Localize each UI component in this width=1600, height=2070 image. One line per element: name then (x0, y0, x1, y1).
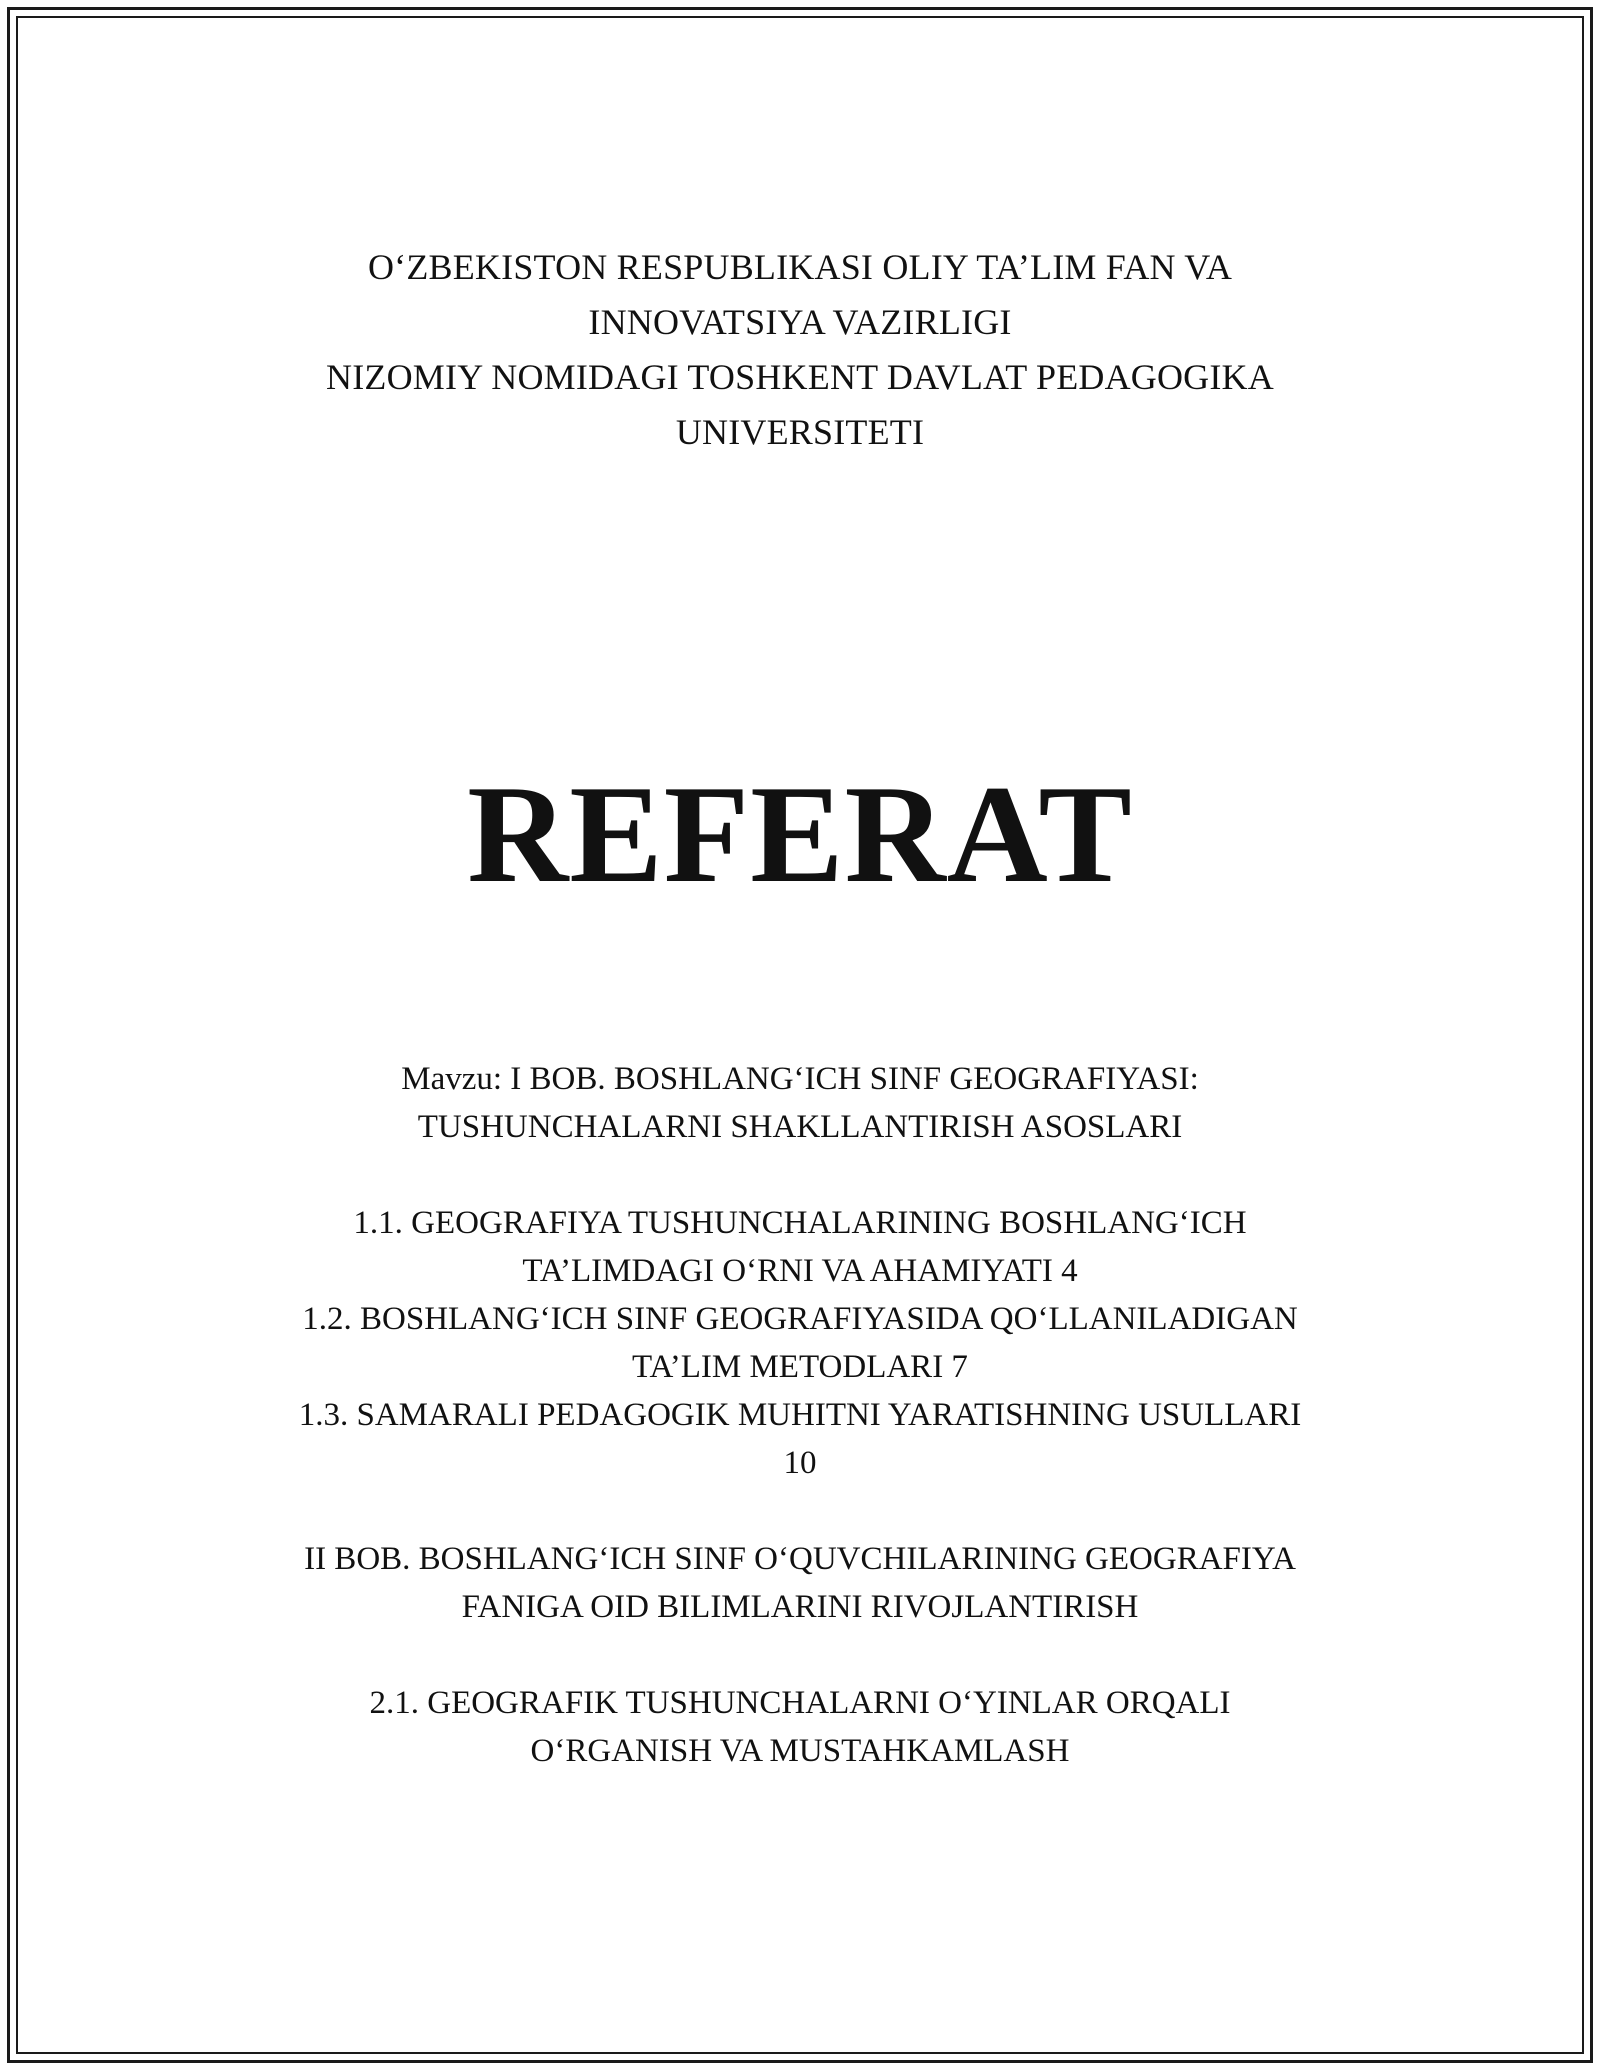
section-line: 1.2. BOSHLANG‘ICH SINF GEOGRAFIYASIDA QO‘LLANILADIGAN (302, 1301, 1298, 1337)
spacer (0, 1487, 1600, 1535)
topic-block (0, 1055, 1600, 1151)
section-line: O‘RGANISH VA MUSTAHKAMLASH (530, 1733, 1070, 1769)
topic-line: Mavzu: I BOB. BOSHLANG‘ICH SINF GEOGRAFIYASI: (401, 1061, 1199, 1097)
chapter-1-sections (0, 1199, 1600, 1487)
header-line: UNIVERSITETI (675, 412, 925, 452)
section-line: 2.1. GEOGRAFIK TUSHUNCHALARNI O‘YINLAR ORQALI (369, 1685, 1231, 1721)
spacer (0, 1151, 1600, 1199)
section-line: 10 (783, 1445, 817, 1481)
chapter-2-heading (0, 1535, 1600, 1631)
chapter-line: II BOB. BOSHLANG‘ICH SINF O‘QUVCHILARINING GEOGRAFIYA (304, 1541, 1296, 1577)
section-line: TA’LIMDAGI O‘RNI VA AHAMIYATI 4 (522, 1253, 1078, 1289)
topic-line: TUSHUNCHALARNI SHAKLLANTIRISH ASOSLARI (417, 1109, 1183, 1145)
document-title: REFERAT (467, 757, 1133, 912)
header-line: INNOVATSIYA VAZIRLIGI (588, 302, 1012, 342)
section-line: 1.1. GEOGRAFIYA TUSHUNCHALARINING BOSHLANG‘ICH (353, 1205, 1247, 1241)
spacer (0, 1631, 1600, 1679)
section-line: 1.3. SAMARALI PEDAGOGIK MUHITNI YARATISHNING USULLARI (298, 1397, 1302, 1433)
header-line: NIZOMIY NOMIDAGI TOSHKENT DAVLAT PEDAGOGIKA (326, 357, 1274, 397)
chapter-line: FANIGA OID BILIMLARINI RIVOJLANTIRISH (461, 1589, 1139, 1625)
chapter-2-sections (0, 1679, 1600, 1775)
institution-header (0, 240, 1600, 460)
section-line: TA’LIM METODLARI 7 (632, 1349, 968, 1385)
header-line: O‘ZBEKISTON RESPUBLIKASI OLIY TA’LIM FAN VA (367, 247, 1233, 287)
table-of-contents (0, 1055, 1600, 1775)
